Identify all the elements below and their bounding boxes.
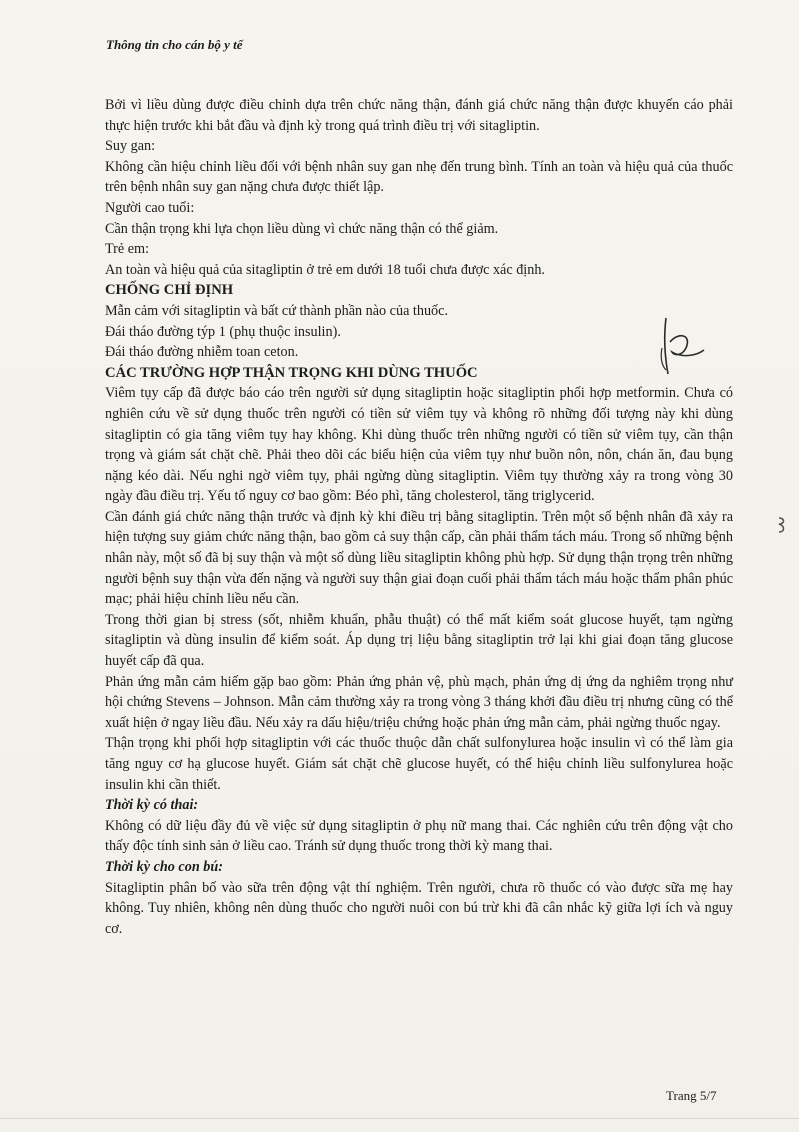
paragraph-renal-function: Cần đánh giá chức năng thận trước và định kỳ khi điều trị bằng sitagliptin. Trên một số bệnh nhân đã xảy ra hiện tượng suy giảm chức năng thận, bao gồm cả suy thận cấp, cần phải thẩm tách máu. Trong số những bệnh nhân này, một số đã bị suy thận và một số dùng liều sitagliptin không phù hợp. Sử dụng thận trọng trên những người bệnh suy thận vừa đến nặng và người suy thận giai đoạn cuối phải thẩm tách máu hoặc thẩm phân phúc mạc; phải hiệu chỉnh liều nếu cần. [105,508,733,608]
signature-mark-icon [652,312,712,382]
paragraph-pregnancy: Không có dữ liệu đầy đủ về việc sử dụng sitagliptin ở phụ nữ mang thai. Các nghiên cứu trên động vật cho thấy độc tính sinh sản ở liều cao. Tránh sử dụng thuốc trong thời kỳ mang thai. [105,817,733,855]
contraindication-item: Mẫn cảm với sitagliptin và bất cứ thành phần nào của thuốc. [105,302,448,319]
heading-pregnancy: Thời kỳ có thai: [105,797,199,814]
contraindication-item: Đái tháo đường nhiễm toan ceton. [105,344,299,361]
scan-edge-mark-icon [776,515,788,535]
paragraph-hypersensitivity: Phản ứng mẫn cảm hiếm gặp bao gồm: Phản ứng phản vệ, phù mạch, phản ứng dị ứng da nghiêm trọng như hội chứng Stevens – Johnson. Mẫn cảm thường xảy ra trong vòng 3 tháng khởi đầu điều trị nhưng cũng có thể xuất hiện ở ngay liều đầu. Nếu xảy ra dấu hiệu/triệu chứng hoặc phản ứng mẫn cảm, phải ngừng thuốc ngay. [105,673,733,731]
paragraph-stress: Trong thời gian bị stress (sốt, nhiễm khuẩn, phẫu thuật) có thể mất kiểm soát glucose huyết, tạm ngừng sitagliptin và dùng insulin để kiểm soát. Áp dụng trị liệu bằng sitagliptin trở lại khi giai đoạn tăng glucose huyết cấp đã qua. [105,611,733,670]
footer-divider [0,1118,799,1119]
paragraph-children: An toàn và hiệu quả của sitagliptin ở trẻ em dưới 18 tuổi chưa được xác định. [105,261,545,278]
label-hepatic: Suy gan: [105,138,156,155]
paragraph-elderly: Cần thận trọng khi lựa chọn liều dùng vì chức năng thận có thể giảm. [105,220,499,237]
paragraph-pancreatitis: Viêm tụy cấp đã được báo cáo trên người sử dụng sitagliptin hoặc sitagliptin phối hợp metformin. Chưa có nghiên cứu về sử dụng thuốc trên người có tiền sử viêm tụy và không rõ những đối tượng này khi dùng sitagliptin có gia tăng viêm tụy hay không. Khi dùng thuốc trên những người có tiền sử viêm tụy, cần thận trọng và giám sát chặt chẽ. Phải theo dõi các biểu hiện của viêm tụy như buồn nôn, nôn, chán ăn, đau bụng nặng kéo dài. Nếu nghi ngờ viêm tụy, phải ngừng dùng sitagliptin. Viêm tụy thường xảy ra trong vòng 30 ngày đầu điều trị. Yếu tố nguy cơ bao gồm: Béo phì, tăng cholesterol, tăng triglycerid. [105,385,733,505]
page-header: Thông tin cho cán bộ y tế [106,37,243,52]
paragraph-lactation: Sitagliptin phân bố vào sữa trên động vật thí nghiệm. Trên người, chưa rõ thuốc có vào được sữa mẹ hay không. Tuy nhiên, không nên dùng thuốc cho người nuôi con bú trừ khi đã cân nhắc kỹ giữa lợi ích và nguy cơ. [105,879,733,937]
paragraph-sulfonylurea: Thận trọng khi phối hợp sitagliptin với các thuốc thuộc dẫn chất sulfonylurea hoặc insulin vì có thể làm gia tăng nguy cơ hạ glucose huyết. Giám sát chặt chẽ glucose huyết, có thể hiệu chỉnh liều sulfonylurea hoặc insulin khi cần thiết. [105,735,733,793]
heading-contraindications: CHỐNG CHỈ ĐỊNH [105,282,234,299]
label-children: Trẻ em: [105,241,150,258]
label-elderly: Người cao tuổi: [105,199,195,216]
contraindication-item: Đái tháo đường týp 1 (phụ thuộc insulin). [105,323,341,340]
heading-lactation: Thời kỳ cho con bú: [105,858,223,875]
page-number: Trang 5/7 [666,1088,717,1103]
paragraph-renal-dosing: Bởi vì liều dùng được điều chỉnh dựa trên chức năng thận, đánh giá chức năng thận được khuyến cáo phải thực hiện trước khi bắt đầu và định kỳ trong quá trình điều trị với sitagliptin. [105,97,733,134]
paragraph-hepatic: Không cần hiệu chỉnh liều đối với bệnh nhân suy gan nhẹ đến trung bình. Tính an toàn và hiệu quả của thuốc trên bệnh nhân suy gan nặng chưa được thiết lập. [105,158,733,196]
heading-precautions: CÁC TRƯỜNG HỢP THẬN TRỌNG KHI DÙNG THUỐC [105,364,478,381]
document-body [105,95,733,939]
